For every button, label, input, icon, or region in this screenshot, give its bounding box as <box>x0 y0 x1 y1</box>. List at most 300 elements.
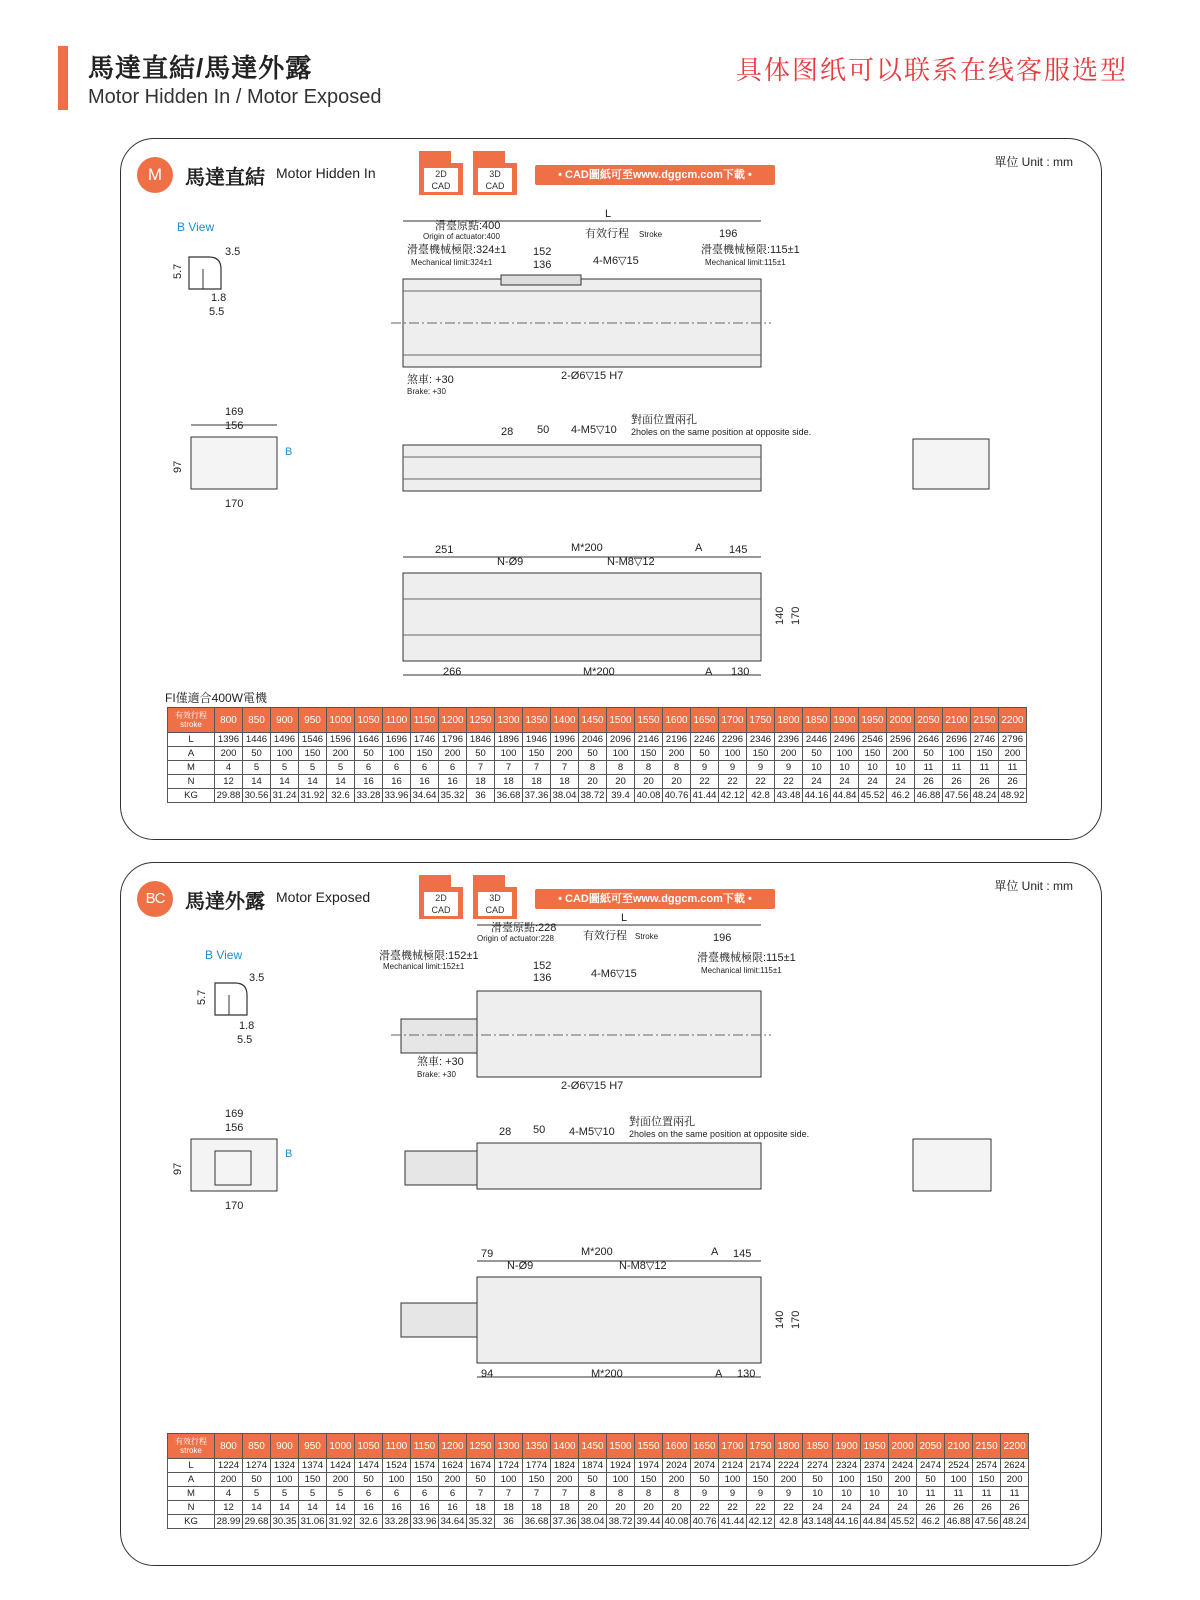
table-cell: 1924 <box>607 1459 635 1473</box>
dim-1-8: 1.8 <box>239 1020 255 1032</box>
table-cell: 43.148 <box>803 1516 833 1527</box>
table-cell: 18 <box>523 775 551 789</box>
table-cell: 150 <box>523 1473 551 1487</box>
opposite-holes-label: 對面位置兩孔 <box>631 414 697 426</box>
stroke-col-header: 1500 <box>607 1434 635 1459</box>
table-cell: 2524 <box>945 1459 973 1473</box>
table-cell: 1824 <box>551 1459 579 1473</box>
table-cell: 46.2 <box>917 1515 945 1529</box>
table-cell: 36.68 <box>495 789 523 803</box>
stroke-col-header: 2150 <box>973 1434 1001 1459</box>
origin-label: 滑臺原點:228 <box>491 922 557 934</box>
stroke-col-header: 1700 <box>719 708 747 733</box>
stroke-col-header: 1600 <box>663 1434 691 1459</box>
row-label: KG <box>168 789 215 803</box>
stroke-col-header: 1150 <box>411 708 439 733</box>
mech-limit-left: 滑臺機械極限:152±1 <box>379 950 479 962</box>
table-cell: 1896 <box>495 733 523 747</box>
table-cell: 20 <box>663 1501 691 1515</box>
dim-3-5: 3.5 <box>225 246 241 258</box>
cad-download-link[interactable]: • CAD圖紙可至www.dggcm.com下載 • <box>535 165 775 185</box>
table-cell: 50 <box>691 747 719 761</box>
table-cell: 44.84 <box>831 789 859 803</box>
table-cell: 6 <box>439 761 467 775</box>
table-cell: 9 <box>719 761 747 775</box>
table-cell: 26 <box>915 775 943 789</box>
table-cell: 2424 <box>889 1459 917 1473</box>
dim-28: 28 <box>499 1126 512 1138</box>
table-cell: 14 <box>327 775 355 789</box>
table-row <box>168 1515 1029 1529</box>
stroke-col-header: 1400 <box>551 708 579 733</box>
thread-n8: N-M8▽12 <box>607 556 655 568</box>
table-cell: 11 <box>973 1487 1001 1501</box>
stroke-label: 有效行程 <box>583 930 627 942</box>
table-cell: 18 <box>551 1501 579 1515</box>
table-cell: 100 <box>943 747 971 761</box>
table-cell: 4 <box>215 1487 243 1501</box>
table-cell: 38.72 <box>579 789 607 803</box>
thread-m5: 4-M5▽10 <box>571 424 617 436</box>
dim-140: 140 <box>774 1310 786 1329</box>
table-cell: 100 <box>607 1473 635 1487</box>
table-cell: 50 <box>579 747 607 761</box>
table-cell: 1546 <box>299 733 327 747</box>
table-cell: 2224 <box>775 1459 803 1473</box>
stroke-col-header: 1450 <box>579 708 607 733</box>
table-cell: 2374 <box>861 1459 889 1473</box>
mech-limit-right-en: Mechanical limit:115±1 <box>705 258 786 267</box>
table-cell: 200 <box>775 1473 803 1487</box>
table-cell: 200 <box>439 1473 467 1487</box>
brake-label-en: Brake: +30 <box>407 387 446 396</box>
table-cell: 100 <box>495 1473 523 1487</box>
row-label: M <box>168 761 215 775</box>
dim-251: 251 <box>435 544 454 556</box>
table-cell: 11 <box>917 1487 945 1501</box>
stroke-col-header: 1900 <box>833 1434 861 1459</box>
table-cell: 18 <box>495 1501 523 1515</box>
cad-download-link[interactable]: • CAD圖紙可至www.dggcm.com下載 • <box>535 889 775 909</box>
dim-28: 28 <box>501 426 514 438</box>
table-cell: 2796 <box>999 733 1027 747</box>
table-cell: 28.99 <box>215 1515 243 1529</box>
table-cell: 50 <box>915 747 943 761</box>
table-cell: 6 <box>439 1487 467 1501</box>
origin-label-en: Origin of actuator:400 <box>423 232 500 241</box>
dim-136: 136 <box>533 259 552 271</box>
mech-limit-left-en: Mechanical limit:152±1 <box>383 962 465 971</box>
table-cell: 37.36 <box>551 1515 579 1529</box>
stroke-col-header: 2200 <box>1001 1434 1029 1459</box>
table-cell: 2196 <box>663 733 691 747</box>
table-cell: 100 <box>495 747 523 761</box>
table-cell: 24 <box>889 1501 917 1515</box>
table-cell: 7 <box>523 761 551 775</box>
table-cell: 11 <box>1001 1487 1029 1501</box>
table-cell: 100 <box>383 1473 411 1487</box>
cad-2d-label: 2D <box>435 893 447 903</box>
hole-n9: N-Ø9 <box>497 556 524 568</box>
table-cell: 10 <box>861 1487 889 1501</box>
table-cell: 18 <box>467 775 495 789</box>
table-cell: 20 <box>635 1501 663 1515</box>
table-cell: 14 <box>299 775 327 789</box>
table-cell: 8 <box>579 1487 607 1501</box>
dim-50: 50 <box>537 424 550 436</box>
table-cell: 150 <box>859 747 887 761</box>
table-cell: 7 <box>551 1487 579 1501</box>
table-cell: 35.32 <box>439 789 467 803</box>
dim-170: 170 <box>225 498 244 510</box>
table-cell: 1524 <box>383 1459 411 1473</box>
table-cell: 50 <box>467 1473 495 1487</box>
stroke-col-header: 1450 <box>579 1434 607 1459</box>
table-cell: 26 <box>973 1501 1001 1515</box>
actuator-bottom-view <box>477 1277 761 1363</box>
table-cell: 47.56 <box>943 789 971 803</box>
exposed-motor-bottom <box>401 1303 477 1337</box>
table-cell: 2096 <box>607 733 635 747</box>
spec-table <box>167 707 1027 803</box>
table-cell: 5 <box>299 1487 327 1501</box>
table-cell: 1746 <box>411 733 439 747</box>
table-cell: 38.04 <box>551 789 579 803</box>
panel-title-en: Motor Hidden In <box>276 165 376 181</box>
row-label: N <box>168 1501 215 1515</box>
dim-5-7: 5.7 <box>172 263 184 279</box>
table-cell: 20 <box>635 775 663 789</box>
table-cell: 24 <box>803 775 831 789</box>
table-cell: 200 <box>887 747 915 761</box>
header-accent-bar <box>58 46 68 110</box>
table-cell: 1946 <box>523 733 551 747</box>
table-cell: 33.96 <box>411 1515 439 1529</box>
table-cell: 8 <box>635 1487 663 1501</box>
table-cell: 200 <box>775 747 803 761</box>
dim-140: 140 <box>774 606 786 625</box>
table-cell: 7 <box>467 1487 495 1501</box>
stroke-col-header: 1050 <box>355 708 383 733</box>
stroke-col-header: 1850 <box>803 708 831 733</box>
table-cell: 1724 <box>495 1459 523 1473</box>
table-cell: 100 <box>607 747 635 761</box>
table-cell: 2074 <box>691 1459 719 1473</box>
table-cell: 26 <box>1001 1501 1029 1515</box>
table-cell: 150 <box>635 747 663 761</box>
table-cell: 200 <box>663 1473 691 1487</box>
table-cell: 2324 <box>833 1459 861 1473</box>
table-cell: 2446 <box>803 733 831 747</box>
stroke-col-header: 1750 <box>747 708 775 733</box>
table-cell: 5 <box>327 761 355 775</box>
table-cell: 31.92 <box>327 1515 355 1529</box>
table-cell: 50 <box>803 1473 833 1487</box>
table-cell: 9 <box>719 1487 747 1501</box>
origin-label: 滑臺原點:400 <box>435 220 501 232</box>
end-profile-right <box>913 439 989 489</box>
table-cell: 26 <box>943 775 971 789</box>
table-row <box>168 1487 1029 1501</box>
table-cell: 36 <box>467 789 495 803</box>
table-cell: 150 <box>971 747 999 761</box>
dim-m200-bottom: M*200 <box>583 666 615 678</box>
table-cell: 20 <box>579 1501 607 1515</box>
table-cell: 14 <box>271 775 299 789</box>
thread-m5: 4-M5▽10 <box>569 1126 615 1138</box>
table-cell: 2046 <box>579 733 607 747</box>
stroke-col-header: 1000 <box>327 1434 355 1459</box>
table-cell: 16 <box>355 775 383 789</box>
cad-2d-label: 2D <box>435 169 447 179</box>
stroke-col-header: 1950 <box>859 708 887 733</box>
table-cell: 2574 <box>973 1459 1001 1473</box>
actuator-top-view <box>403 279 761 367</box>
table-cell: 200 <box>327 747 355 761</box>
table-cell: 9 <box>775 1487 803 1501</box>
table-cell: 6 <box>411 1487 439 1501</box>
table-cell: 7 <box>467 761 495 775</box>
table-cell: 44.84 <box>861 1515 889 1529</box>
b-view-label: B View <box>205 948 243 962</box>
dim-79: 79 <box>481 1248 494 1260</box>
table-cell: 48.92 <box>999 789 1027 803</box>
table-cell: 10 <box>803 1487 833 1501</box>
table-cell: 2246 <box>691 733 719 747</box>
table-cell: 5 <box>327 1487 355 1501</box>
table-cell: 100 <box>831 747 859 761</box>
table-cell: 2596 <box>887 733 915 747</box>
table-cell: 2624 <box>1001 1459 1029 1473</box>
table-cell: 6 <box>383 761 411 775</box>
table-cell: 26 <box>971 775 999 789</box>
table-cell: 2474 <box>917 1459 945 1473</box>
mech-limit-left-en: Mechanical limit:324±1 <box>411 258 493 267</box>
panel-title: 馬達直結 <box>185 167 265 189</box>
dim-170-side: 170 <box>790 1310 802 1329</box>
dim-5-7: 5.7 <box>196 989 208 1005</box>
table-cell: 200 <box>551 747 579 761</box>
stroke-col-header: 2200 <box>999 708 1027 733</box>
dim-m200-bottom: M*200 <box>591 1368 623 1380</box>
table-cell: 40.08 <box>663 1515 691 1529</box>
table-cell: 1846 <box>467 733 495 747</box>
table-row <box>168 733 1027 747</box>
mech-limit-right: 滑臺機械極限:115±1 <box>701 244 800 256</box>
table-cell: 100 <box>945 1473 973 1487</box>
cad-2d-sub: CAD <box>431 905 451 915</box>
stroke-col-header: 1500 <box>607 708 635 733</box>
dim-A-top: A <box>711 1246 719 1258</box>
table-cell: 33.28 <box>383 1515 411 1529</box>
table-cell: 150 <box>411 747 439 761</box>
table-cell: 31.06 <box>299 1515 327 1529</box>
table-cell: 10 <box>889 1487 917 1501</box>
stroke-col-header: 900 <box>271 1434 299 1459</box>
stroke-col-header: 1700 <box>719 1434 747 1459</box>
table-cell: 200 <box>889 1473 917 1487</box>
stroke-col-header: 1200 <box>439 708 467 733</box>
table-cell: 4 <box>215 761 243 775</box>
stroke-header: 有效行程 stroke <box>168 708 215 733</box>
panel-motor-hidden-in <box>120 138 1102 840</box>
table-cell: 8 <box>635 761 663 775</box>
table-cell: 2396 <box>775 733 803 747</box>
brake-label-en: Brake: +30 <box>417 1070 456 1079</box>
table-cell: 24 <box>833 1501 861 1515</box>
table-cell: 9 <box>691 761 719 775</box>
stroke-col-header: 800 <box>215 708 243 733</box>
table-cell: 6 <box>411 761 439 775</box>
dim-145: 145 <box>729 544 748 556</box>
end-profile-right <box>913 1139 991 1191</box>
table-cell: 100 <box>719 1473 747 1487</box>
opposite-holes-label: 對面位置兩孔 <box>629 1116 695 1128</box>
dim-5-5: 5.5 <box>237 1034 253 1046</box>
table-cell: 2024 <box>663 1459 691 1473</box>
table-cell: 22 <box>691 775 719 789</box>
table-cell: 1224 <box>215 1459 243 1473</box>
table-cell: 10 <box>887 761 915 775</box>
table-cell: 9 <box>747 1487 775 1501</box>
thread-m6: 4-M6▽15 <box>593 255 639 267</box>
stroke-col-header: 2000 <box>889 1434 917 1459</box>
actuator-side-view <box>477 1143 761 1189</box>
dim-m200-top: M*200 <box>571 542 603 554</box>
mech-limit-left: 滑臺機械極限:324±1 <box>407 244 507 256</box>
table-cell: 34.64 <box>439 1515 467 1529</box>
table-cell: 1974 <box>635 1459 663 1473</box>
stroke-col-header: 2050 <box>915 708 943 733</box>
dim-5-5: 5.5 <box>209 306 225 318</box>
stroke-col-header: 2100 <box>943 708 971 733</box>
spec-table <box>167 1433 1029 1529</box>
table-cell: 1796 <box>439 733 467 747</box>
actuator-side-view <box>403 445 761 491</box>
table-cell: 12 <box>215 775 243 789</box>
stroke-col-header: 1200 <box>439 1434 467 1459</box>
table-cell: 100 <box>383 747 411 761</box>
table-cell: 26 <box>917 1501 945 1515</box>
table-cell: 8 <box>607 761 635 775</box>
stroke-col-header: 1300 <box>495 708 523 733</box>
table-cell: 2274 <box>803 1459 833 1473</box>
row-label: L <box>168 733 215 747</box>
table-cell: 20 <box>607 1501 635 1515</box>
row-label: M <box>168 1487 215 1501</box>
table-cell: 38.72 <box>607 1515 635 1529</box>
table-cell: 36 <box>495 1515 523 1529</box>
dim-152: 152 <box>533 246 552 258</box>
table-cell: 14 <box>243 775 271 789</box>
table-cell: 42.12 <box>719 789 747 803</box>
dim-130: 130 <box>731 666 750 678</box>
origin-label-en: Origin of actuator:228 <box>477 934 554 943</box>
table-cell: 38.04 <box>579 1515 607 1529</box>
mech-limit-right: 滑臺機械極限:115±1 <box>697 952 796 964</box>
thread-n8: N-M8▽12 <box>619 1260 667 1272</box>
dim-A-bottom: A <box>705 666 713 678</box>
row-label: N <box>168 775 215 789</box>
stroke-label-en: Stroke <box>639 230 663 239</box>
table-cell: 26 <box>999 775 1027 789</box>
opposite-holes-label-en: 2holes on the same position at opposite side. <box>631 427 812 437</box>
panel-title-en: Motor Exposed <box>276 889 371 905</box>
table-cell: 2546 <box>859 733 887 747</box>
table-cell: 1274 <box>243 1459 271 1473</box>
table-cell: 200 <box>999 747 1027 761</box>
exposed-motor-side <box>405 1151 477 1185</box>
dim-97: 97 <box>172 1162 184 1175</box>
table-cell: 31.92 <box>299 789 327 803</box>
table-cell: 8 <box>579 761 607 775</box>
table-cell: 22 <box>719 1501 747 1515</box>
table-cell: 1396 <box>215 733 243 747</box>
stroke-col-header: 1350 <box>523 1434 551 1459</box>
table-cell: 45.52 <box>859 789 887 803</box>
dim-156: 156 <box>225 1122 244 1134</box>
table-cell: 37.36 <box>523 789 551 803</box>
motor-note: FI僅適合400W電機 <box>165 691 268 705</box>
panel-title: 馬達外露 <box>185 891 265 913</box>
stroke-header: 有效行程 stroke <box>168 1434 215 1459</box>
table-cell: 8 <box>663 1487 691 1501</box>
stroke-col-header: 1650 <box>691 1434 719 1459</box>
stroke-col-header: 2100 <box>945 1434 973 1459</box>
table-cell: 2646 <box>915 733 943 747</box>
stroke-col-header: 1850 <box>803 1434 833 1459</box>
table-cell: 22 <box>719 775 747 789</box>
table-cell: 2174 <box>747 1459 775 1473</box>
table-cell: 150 <box>747 1473 775 1487</box>
dim-170: 170 <box>225 1200 244 1212</box>
table-cell: 11 <box>915 761 943 775</box>
table-cell: 9 <box>691 1487 719 1501</box>
table-cell: 29.88 <box>215 789 243 803</box>
stroke-col-header: 1550 <box>635 1434 663 1459</box>
cad-3d-label: 3D <box>489 169 501 179</box>
table-cell: 22 <box>775 1501 803 1515</box>
dim-1-8: 1.8 <box>211 292 227 304</box>
table-cell: 8 <box>663 761 691 775</box>
table-cell: 24 <box>831 775 859 789</box>
table-cell: 20 <box>663 775 691 789</box>
table-cell: 18 <box>523 1501 551 1515</box>
stroke-col-header: 1950 <box>861 1434 889 1459</box>
dim-A-bottom: A <box>715 1368 723 1380</box>
table-cell: 200 <box>551 1473 579 1487</box>
table-cell: 16 <box>411 775 439 789</box>
table-cell: 42.8 <box>747 789 775 803</box>
stroke-col-header: 1350 <box>523 708 551 733</box>
dim-94: 94 <box>481 1368 494 1380</box>
b-view-profile <box>215 983 247 1015</box>
page-subtitle: Motor Hidden In / Motor Exposed <box>88 86 382 108</box>
table-cell: 1424 <box>327 1459 355 1473</box>
b-marker: B <box>285 1148 293 1160</box>
table-cell: 31.24 <box>271 789 299 803</box>
stroke-label: 有效行程 <box>585 228 629 240</box>
stroke-col-header: 1550 <box>635 708 663 733</box>
pin-hole-label: 2-Ø6▽15 H7 <box>561 370 624 382</box>
table-cell: 41.44 <box>719 1515 747 1529</box>
table-cell: 7 <box>523 1487 551 1501</box>
stroke-col-header: 1050 <box>355 1434 383 1459</box>
model-badge: M <box>137 157 173 193</box>
table-cell: 22 <box>775 775 803 789</box>
table-cell: 16 <box>439 1501 467 1515</box>
table-cell: 30.35 <box>271 1515 299 1529</box>
